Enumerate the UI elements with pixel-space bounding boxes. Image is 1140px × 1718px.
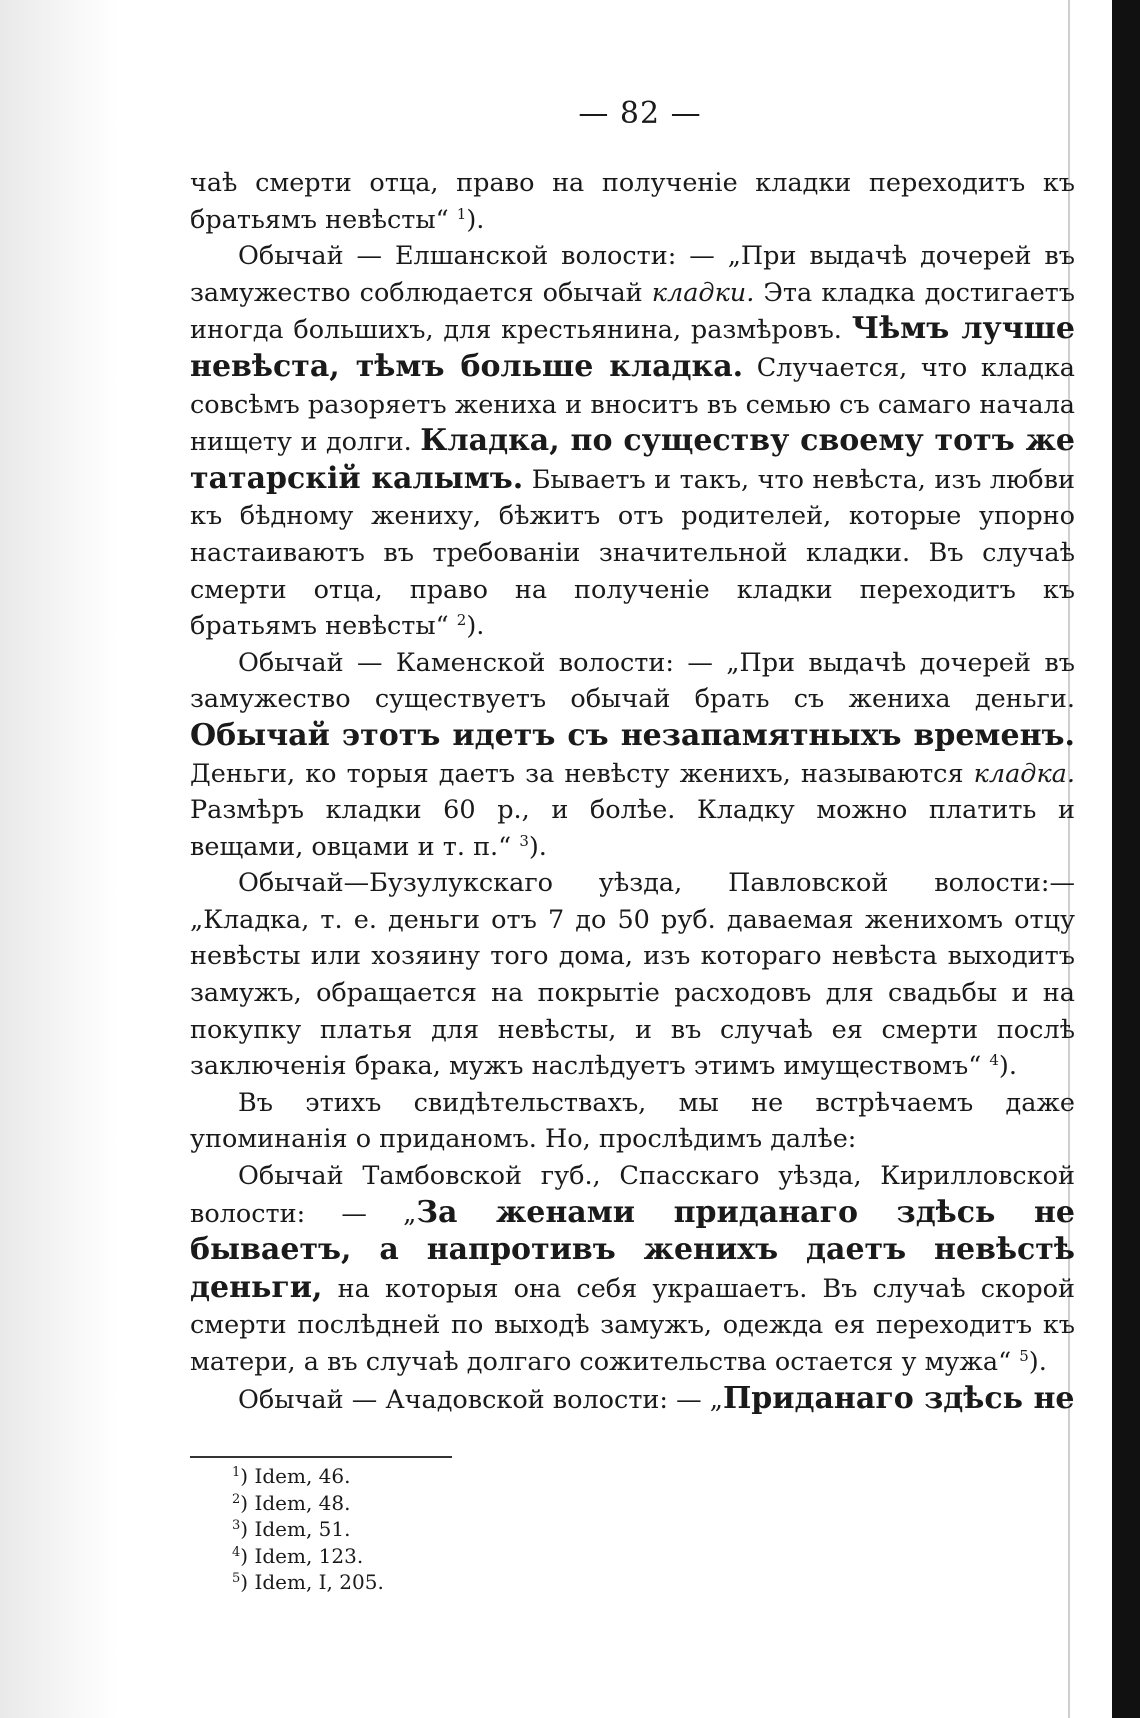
paragraph [190, 1381, 1075, 1419]
text-run: Въ этихъ свидѣтельствахъ, мы не встрѣчаемъ даже упоминанія о приданомъ. Но, прослѣдимъ далѣе: [190, 1087, 1075, 1155]
paragraph [190, 238, 1075, 645]
paragraph [190, 1085, 1075, 1158]
text-run: Обычай — Каменской волости: — „При выдачѣ дочерей въ замужество существуетъ обычай брать съ жениха деньги. [190, 647, 1075, 715]
footnote-mark: 3 [232, 1518, 241, 1533]
footnote-ref: 4 [989, 1051, 999, 1070]
footnote-text: ) Idem, 51. [240, 1517, 351, 1541]
footnote-divider [190, 1456, 452, 1458]
italic-text: кладка. [973, 758, 1075, 789]
text-run: Случается, что кладка совсѣмъ разоряетъ жениха и вноситъ въ семью съ самаго начала нищету и долги. [190, 352, 1075, 458]
footnote-ref: 2 [456, 611, 467, 630]
body-text [190, 165, 1075, 1418]
text-run: Размѣръ кладки 60 р., и болѣе. Кладку можно платить и вещами, овцами и т. п.“ [190, 795, 1075, 862]
text-run: Обычай—Бузулукскаго уѣзда, Павловской волости:— „Кладка, т. е. деньги отъ 7 до 50 руб. даваемая женихомъ отцу невѣсты или хозяину того дома, изъ котораго невѣста выходитъ замужъ, обращается на покрытіе расходовъ для свадьбы и на покупку платья для невѣсты, и въ случаѣ ея смерти послѣ заключенія брака, мужъ наслѣдуетъ этимъ имуществомъ“ [190, 868, 1075, 1082]
italic-text: кладки. [651, 277, 755, 308]
text-run: ). [1028, 1347, 1047, 1377]
text-run: ). [466, 204, 485, 235]
paragraph [190, 865, 1075, 1085]
footnote-mark: 5 [232, 1571, 241, 1586]
footnote [232, 1569, 632, 1596]
footnote-mark: 2 [232, 1491, 241, 1507]
text-run: Эта кладка достигаетъ иногда большихъ, для крестьянина, размѣровъ. [190, 277, 1075, 346]
emphasis-text: Приданаго здѣсь не [722, 1380, 1075, 1416]
paragraph [190, 1158, 1075, 1381]
paragraph [190, 165, 1075, 238]
footnote-text: ) Idem, 48. [240, 1490, 351, 1515]
footnote [232, 1490, 632, 1517]
text-run: ). [998, 1051, 1017, 1082]
footnote-ref: 3 [519, 831, 529, 850]
footnote-ref: 1 [456, 204, 467, 223]
page-number: — 82 — [578, 96, 702, 131]
footnote-text: ) Idem, 46. [240, 1464, 351, 1488]
paragraph [190, 645, 1075, 866]
text-run: на которыя она себя украшаетъ. Въ случаѣ скорой смерти послѣдней по выходѣ замужъ, одежда ея переходитъ къ матери, а въ случаѣ долгаго сожительства остается у мужа“ [190, 1273, 1075, 1377]
footnote-mark: 4 [232, 1544, 241, 1560]
footnote-mark: 1 [232, 1465, 241, 1480]
footnote [232, 1516, 632, 1543]
scan-edge-right [1112, 0, 1140, 1718]
text-run: чаѣ смерти отца, право на полученіе кладки переходитъ къ братьямъ невѣсты“ [190, 168, 1075, 235]
footnote-ref: 5 [1019, 1347, 1029, 1365]
footnote [232, 1543, 632, 1570]
text-run: ). [466, 611, 485, 642]
text-run: Бываетъ и такъ, что невѣста, изъ любви къ бѣдному жениху, бѣжитъ отъ родителей, которые упорно настаиваютъ въ требованіи значительной кладки. Въ случаѣ смерти отца, право на полученіе кладки переходитъ къ братьямъ невѣсты“ [190, 464, 1075, 642]
emphasis-text: Обычай этотъ идетъ съ незапамятныхъ временъ. [190, 717, 1075, 753]
emphasis-text: За женами приданаго здѣсь не бываетъ, а напротивъ женихъ даетъ невѣстѣ деньги, [190, 1194, 1075, 1305]
footnote-text: ) Idem, I, 205. [240, 1570, 384, 1594]
footnotes [232, 1463, 632, 1596]
text-run: ). [528, 831, 547, 862]
text-run: Обычай Тамбовской губ., Спасскаго уѣзда, Кирилловской волости: — „ [190, 1161, 1075, 1229]
footnote [232, 1463, 632, 1490]
text-run: Обычай — Елшанской волости: — „При выдачѣ дочерей въ замужество соблюдается обычай [190, 241, 1075, 308]
scan-margin-left [0, 0, 118, 1718]
emphasis-text: Чѣмъ лучше невѣста, тѣмъ больше кладка. [190, 311, 1075, 384]
text-run: Обычай — Ачадовской волости: — „ [238, 1384, 723, 1415]
footnote-text: ) Idem, 123. [240, 1543, 364, 1568]
emphasis-text: Кладка, по существу своему тотъ же татарскій калымъ. [190, 423, 1075, 496]
text-run: Деньги, ко торыя даетъ за невѣсту женихъ, называются [190, 758, 974, 789]
